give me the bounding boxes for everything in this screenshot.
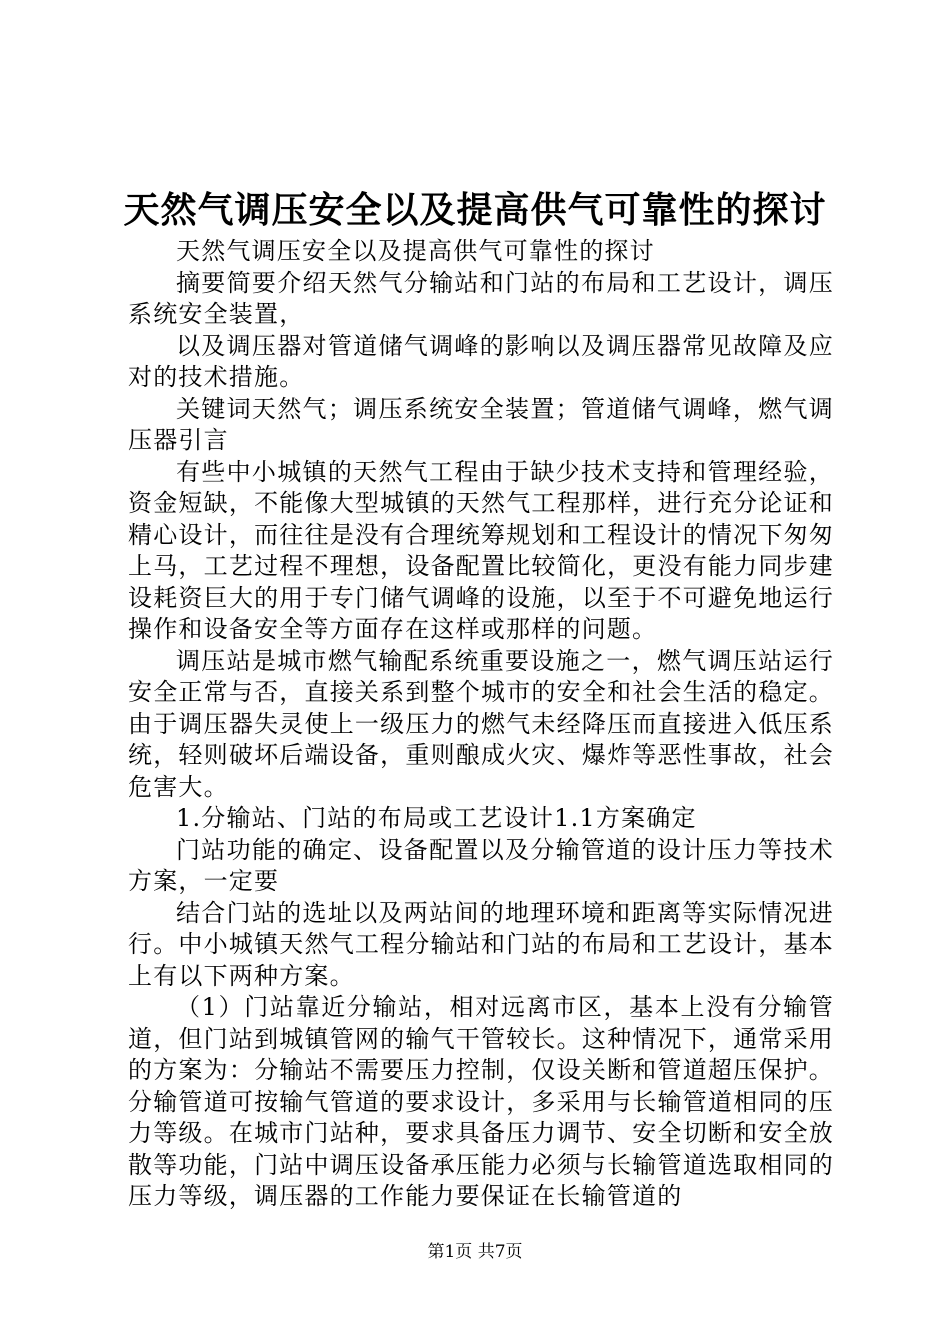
- paragraph-gate-station: 门站功能的确定、设备配置以及分输管道的设计压力等技术方案，一定要: [128, 835, 834, 895]
- paragraph-station-safety: 调压站是城市燃气输配系统重要设施之一，燃气调压站运行安全正常与否，直接关系到整个城市的安全和社会生活的稳定。由于调压器失灵使上一级压力的燃气未经降压而直接进入低压系统，轻则破坏后端设备，重则酿成火灾、爆炸等恶性事故，社会危害大。: [128, 646, 834, 801]
- document-title: 天然气调压安全以及提高供气可靠性的探讨: [123, 189, 827, 231]
- paragraph-abstract-continued: 以及调压器对管道储气调峰的影响以及调压器常见故障及应对的技术措施。: [128, 331, 834, 391]
- paragraph-keywords: 关键词天然气；调压系统安全装置；管道储气调峰，燃气调压器引言: [128, 394, 834, 454]
- paragraph-scheme-one: （1）门站靠近分输站，相对远离市区，基本上没有分输管道，但门站到城镇管网的输气干管较长。这种情况下，通常采用的方案为：分输站不需要压力控制，仅设关断和管道超压保护。分输管道可按输气管道的要求设计，多采用与长输管道相同的压力等级。在城市门站种，要求具备压力调节、安全切断和安全放散等功能，门站中调压设备承压能力必须与长输管道选取相同的压力等级，调压器的工作能力要保证在长输管道的: [128, 993, 834, 1210]
- page-number-footer: 第1页 共7页: [427, 1242, 523, 1262]
- paragraph-section-heading: 1.分输站、门站的布局或工艺设计1.1方案确定: [176, 804, 697, 832]
- paragraph-subtitle: 天然气调压安全以及提高供气可靠性的探讨: [176, 237, 655, 265]
- paragraph-abstract: 摘要简要介绍天然气分输站和门站的布局和工艺设计，调压系统安全装置，: [128, 268, 834, 328]
- paragraph-intro: 有些中小城镇的天然气工程由于缺少技术支持和管理经验，资金短缺，不能像大型城镇的天然气工程那样，进行充分论证和精心设计，而往往是没有合理统筹规划和工程设计的情况下匆匆上马，工艺过程不理想，设备配置比较简化，更没有能力同步建设耗资巨大的用于专门储气调峰的设施，以至于不可避免地运行操作和设备安全等方面存在这样或那样的问题。: [128, 457, 834, 643]
- paragraph-site-selection: 结合门站的选址以及两站间的地理环境和距离等实际情况进行。中小城镇天然气工程分输站和门站的布局和工艺设计，基本上有以下两种方案。: [128, 898, 834, 990]
- document-body: [128, 236, 834, 1213]
